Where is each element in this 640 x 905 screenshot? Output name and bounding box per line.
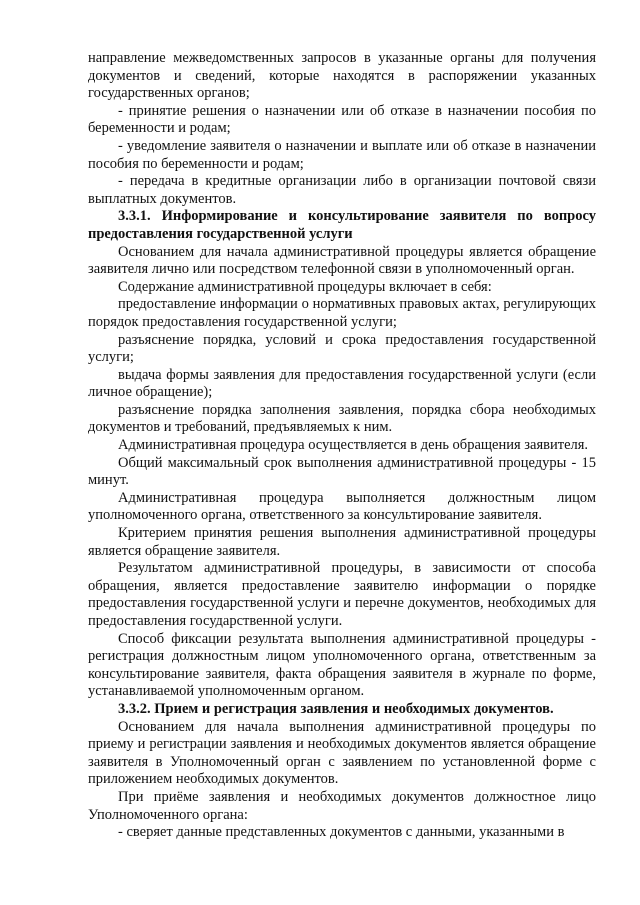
paragraph-form-issue: выдача формы заявления для предоставления государственной услуги (если личное обращение); <box>88 366 596 401</box>
paragraph-fixation: Способ фиксации результата выполнения административной процедуры - регистрация должностным лицом уполномоченного органа, ответственным за консультирование заявителя, факта обращения заявителя в журнале по форме, устанавливаемой уполномоченным органом. <box>88 630 596 700</box>
paragraph-result: Результатом административной процедуры, в зависимости от способа обращения, является предоставление заявителю информации о порядке предоставления государственной услуги и перечне документов, необходимых для предоставления государственной услуги. <box>88 560 596 629</box>
paragraph-basis: Основанием для начала административной процедуры является обращение заявителя лично или посредством телефонной связи в уполномоченный орган. <box>88 243 596 278</box>
paragraph-fill-order: разъяснение порядка заполнения заявления, порядка сбора необходимых документов и требований, предъявляемых к ним. <box>88 401 596 436</box>
paragraph-max-time: Общий максимальный срок выполнения административной процедуры - 15 минут. <box>88 454 596 489</box>
list-item-decision: - принятие решения о назначении или об отказе в назначении пособия по беременности и родам; <box>88 102 596 137</box>
paragraph-same-day: Административная процедура осуществляется в день обращения заявителя. <box>118 437 589 454</box>
paragraph-continuation: направление межведомственных запросов в указанные органы для получения документов и сведений, которые находятся в распоряжении указанных государственных органов; <box>88 50 596 102</box>
paragraph-info: предоставление информации о нормативных правовых актах, регулирующих порядок предоставления государственной услуги; <box>88 296 596 330</box>
paragraph-official-actions: При приёме заявления и необходимых документов должностное лицо Уполномоченного органа: <box>88 788 596 823</box>
list-item-notification: - уведомление заявителя о назначении и выплате или об отказе в назначении пособия по беременности и родам; <box>88 137 596 172</box>
section-heading-3-3-1: 3.3.1. Информирование и консультирование заявителя по вопросу предоставления государственной услуги <box>88 208 596 242</box>
list-item-verify: - сверяет данные представленных документов с данными, указанными в <box>118 824 565 841</box>
list-item-transfer: - передача в кредитные организации либо в организации почтовой связи выплатных документов. <box>88 173 596 207</box>
paragraph-content: Содержание административной процедуры включает в себя: <box>118 278 492 295</box>
section-heading-3-3-2: 3.3.2. Прием и регистрация заявления и необходимых документов. <box>118 700 554 717</box>
paragraph-criterion: Критерием принятия решения выполнения административной процедуры является обращение заявителя. <box>88 525 596 559</box>
document-page <box>88 50 596 842</box>
paragraph-performed-by: Административная процедура выполняется должностным лицом уполномоченного органа, ответственного за консультирование заявителя. <box>88 489 596 524</box>
paragraph-reception-basis: Основанием для начала выполнения административной процедуры по приему и регистрации заявления и необходимых документов является обращение заявителя в Уполномоченный орган с заявлением по установленной форме с приложением необходимых документов. <box>88 718 596 788</box>
paragraph-explanation: разъяснение порядка, условий и срока предоставления государственной услуги; <box>88 331 596 366</box>
